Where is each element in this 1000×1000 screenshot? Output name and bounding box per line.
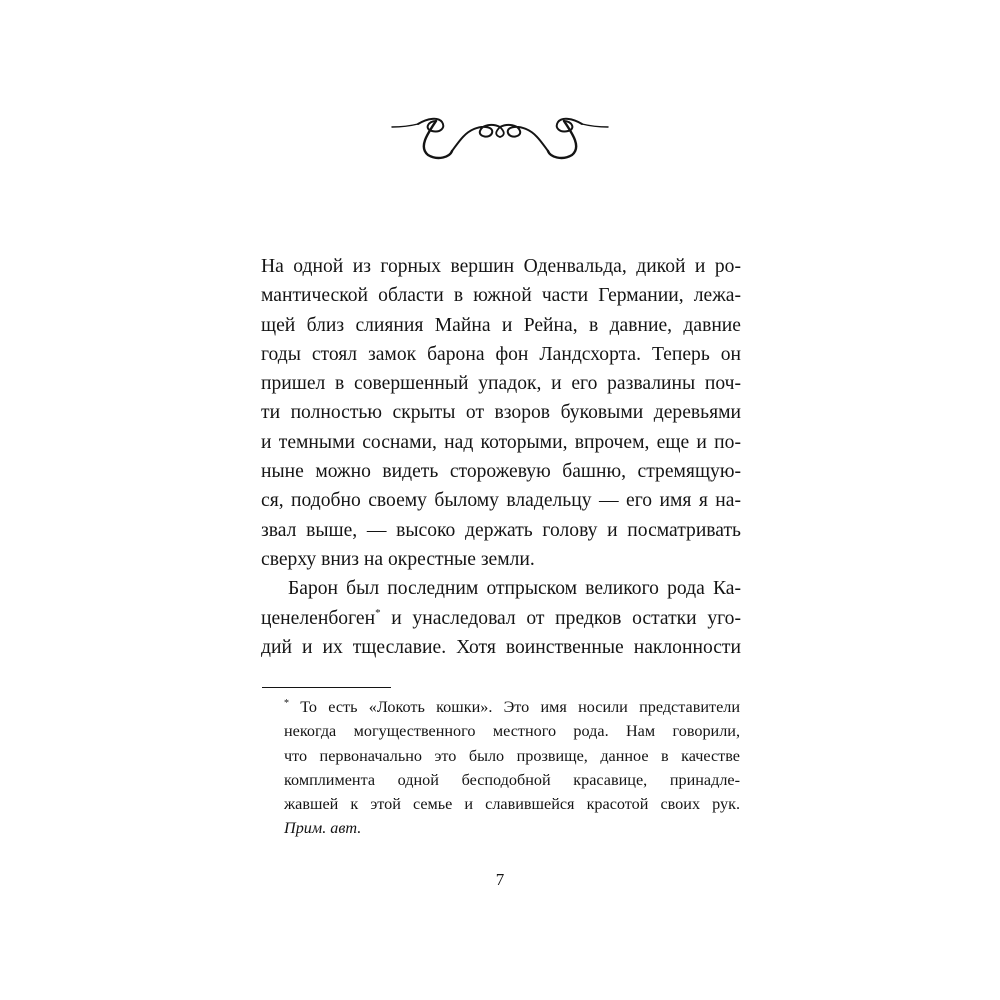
text-line: мантической области в южной части Германии, лежа- [261,285,741,307]
footnote-line [284,695,740,719]
text-line: годы стоял замок барона фон Ландсхорта. Теперь он [261,343,741,365]
footnote-line: жавшей к этой семье и славившейся красотой своих рук. [284,795,740,814]
footnote-line: что первоначально это было прозвище, данное в качестве [284,746,740,765]
text-fragment: ценеленбоген [261,607,376,629]
text-line: звал выше, — высоко держать голову и посматривать [261,519,741,541]
text-line: пришел в совершенный упадок, и его развалины поч- [261,373,741,395]
footnote-reference[interactable]: * [375,606,381,619]
flourish-ornament-icon [388,103,612,167]
footnote-author-note: Прим. авт. [284,819,362,838]
text-line: и темными соснами, над которыми, впрочем, еще и по- [261,431,741,453]
page-number: 7 [495,870,505,889]
text-line: ныне можно видеть сторожевую башню, стремящую- [261,461,741,483]
footnote-divider [262,687,391,688]
footnote-mark: * [284,698,289,709]
text-line: ся, подобно своему былому владельцу — его имя я на- [261,490,741,512]
text-line: дий и их тщеславие. Хотя воинственные наклонности [261,636,741,658]
footnote-line-text: То есть «Локоть кошки». Это имя носили представители [300,698,741,716]
main-text [261,252,741,662]
text-line: Барон был последним отпрыском великого рода Ка- [288,578,741,600]
footnote-line: комплимента одной бесподобной красавице, принадле- [284,770,740,789]
text-line: щей близ слияния Майна и Рейна, в давние, давние [261,314,741,336]
text-fragment: и унаследовал от предков остатки уго- [380,607,741,629]
text-line [261,604,741,633]
text-line: ти полностью скрыты от взоров буковыми деревьями [261,402,741,424]
footnote-line: некогда могущественного местного рода. Нам говорили, [284,722,740,741]
footnote [284,695,740,841]
text-line: На одной из горных вершин Оденвальда, дикой и ро- [261,256,741,277]
text-line: сверху вниз на окрестные земли. [261,548,535,570]
